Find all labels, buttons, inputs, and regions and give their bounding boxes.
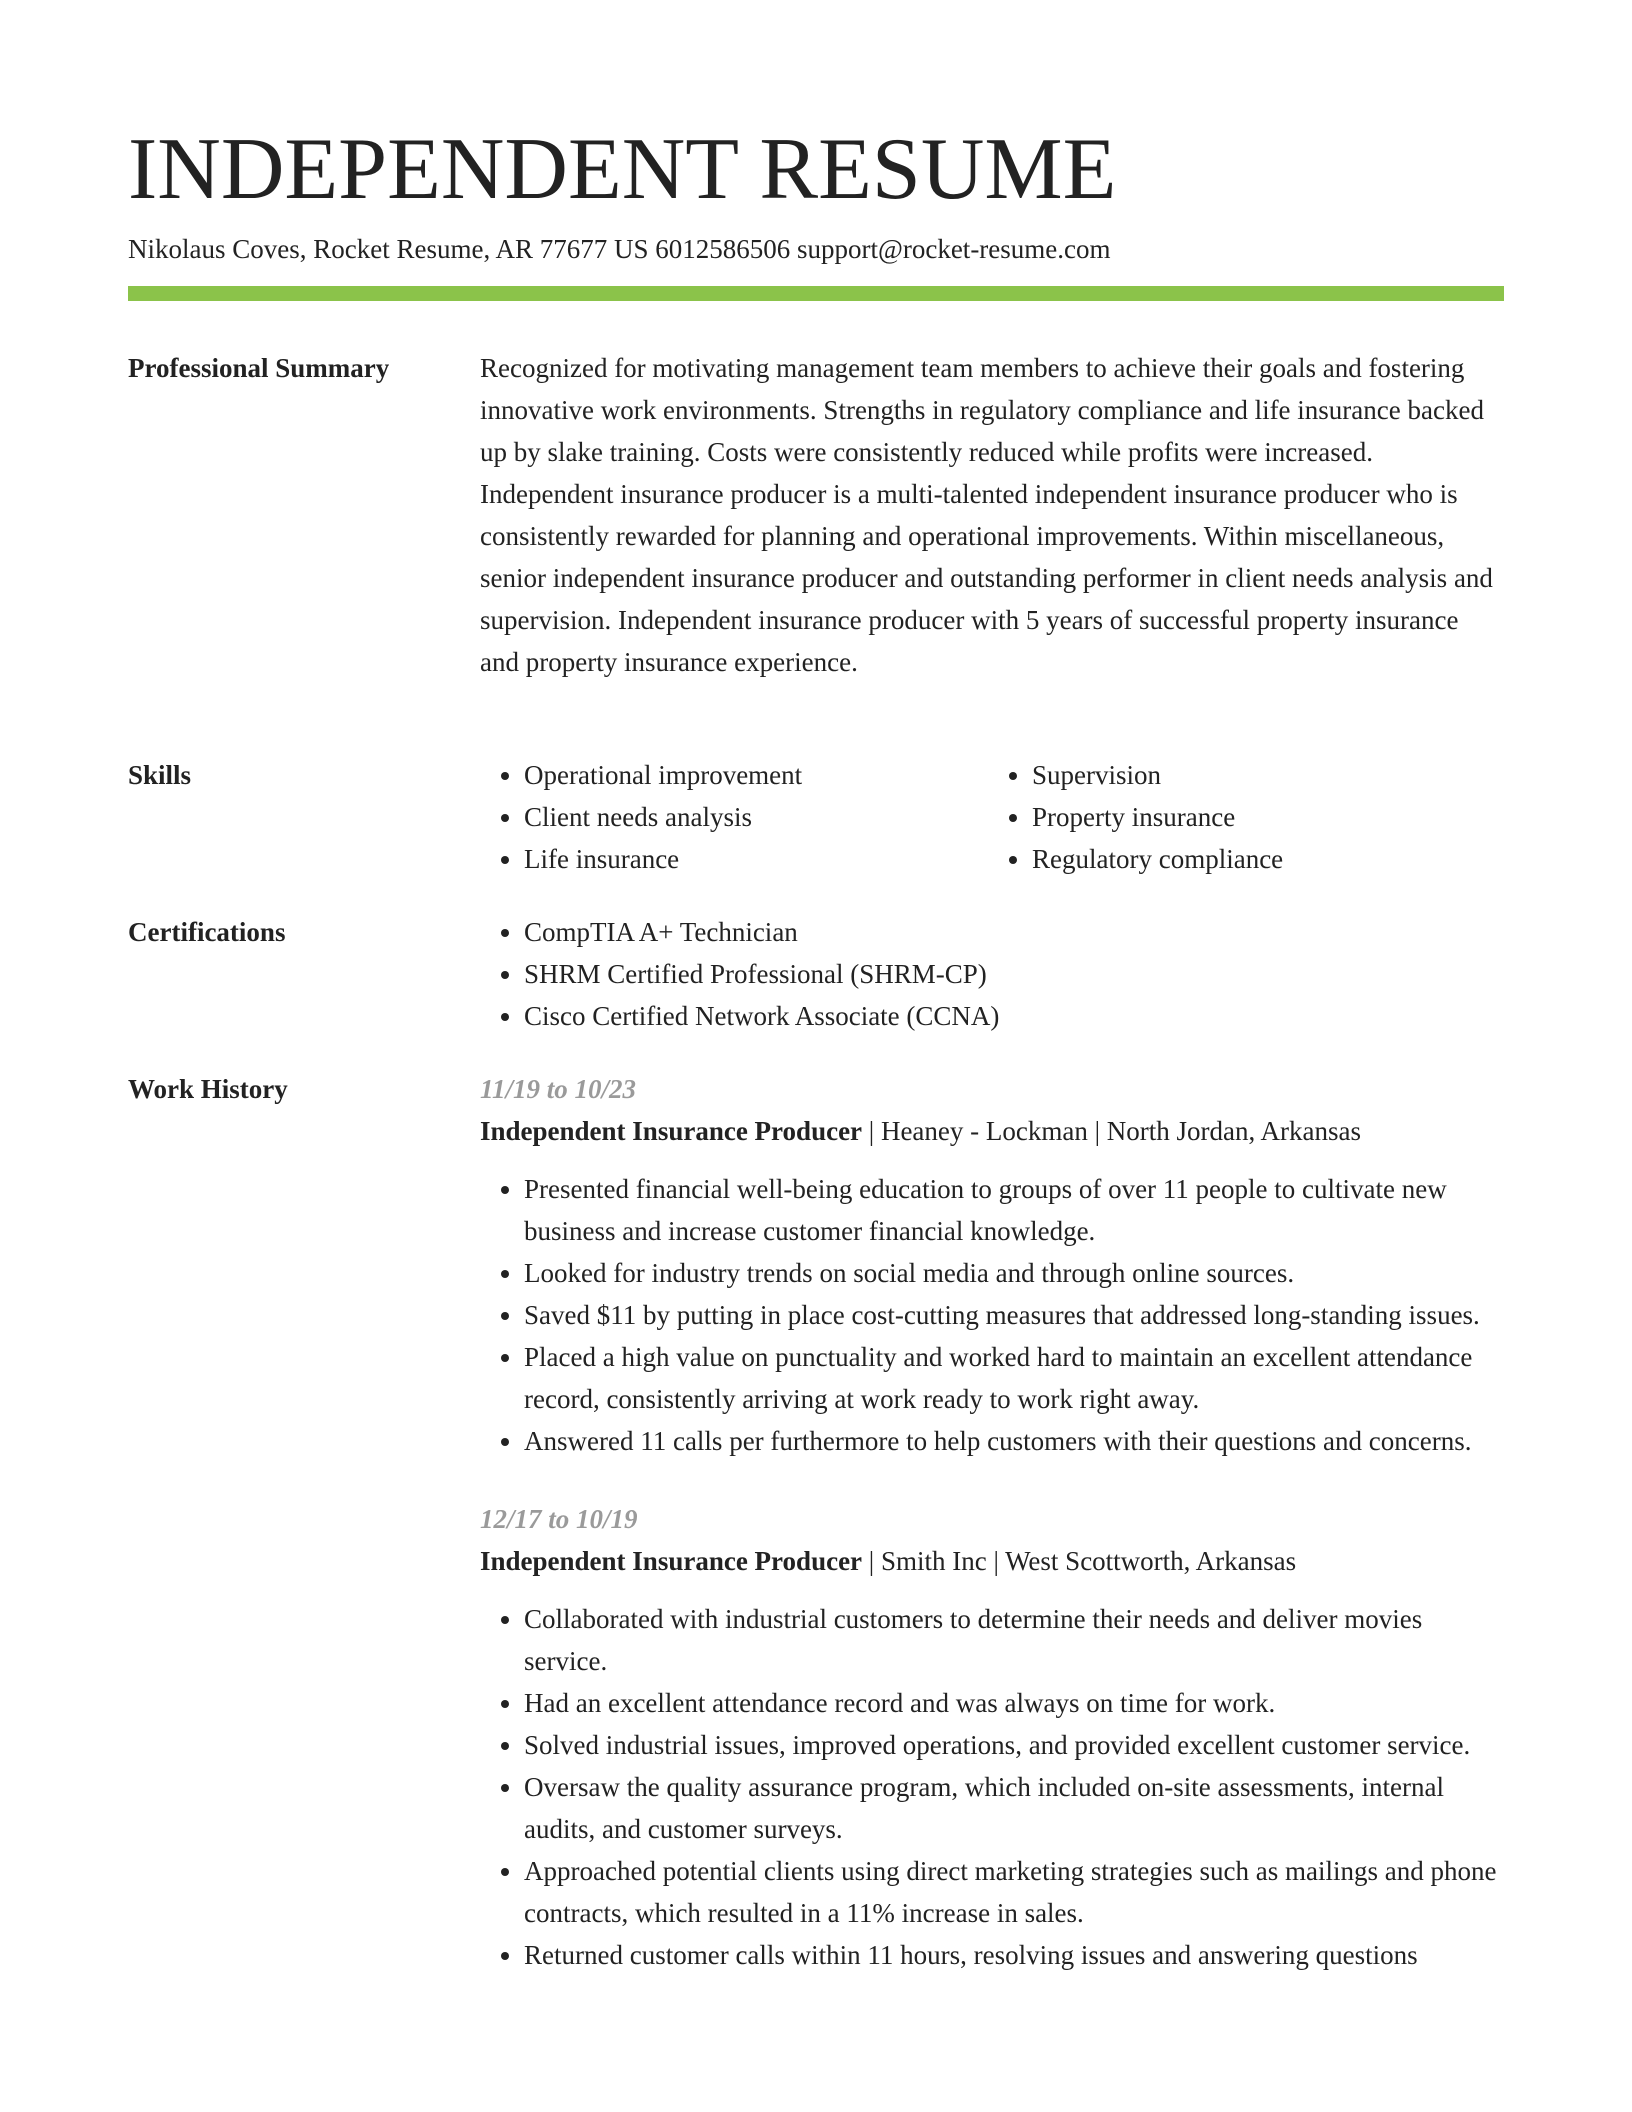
skills-body: [480, 754, 1504, 880]
job-bullet: • Had an excellent attendance record and was always on time for work.: [524, 1682, 1504, 1724]
job-bullets: [480, 1168, 1504, 1462]
job-dates: 11/19 to 10/23: [480, 1074, 637, 1104]
job-entry: [480, 1068, 1504, 1462]
certifications-list: [480, 911, 1504, 1037]
skills-heading: Skills: [128, 760, 192, 790]
job-bullet: • Saved $11 by putting in place cost-cutting measures that addressed long-standing issues.: [524, 1294, 1504, 1336]
certification-item: • CompTIA A+ Technician: [524, 911, 1504, 953]
job-heading: [480, 1110, 1504, 1152]
job-entry: [480, 1498, 1504, 1976]
certification-item: • SHRM Certified Professional (SHRM-CP): [524, 953, 1504, 995]
certifications-heading: Certifications: [128, 917, 286, 947]
job-bullet: • Approached potential clients using direct marketing strategies such as mailings and phone contracts, which resulted in a 11% increase in sales.: [524, 1850, 1504, 1934]
job-bullet: • Answered 11 calls per furthermore to help customers with their questions and concerns.: [524, 1420, 1504, 1462]
job-bullet: • Returned customer calls within 11 hours, resolving issues and answering questions: [524, 1934, 1504, 1976]
job-bullet: • Oversaw the quality assurance program, which included on-site assessments, internal audits, and customer surveys.: [524, 1766, 1504, 1850]
work-history-heading: Work History: [128, 1074, 288, 1104]
resume-title: INDEPENDENT RESUME: [128, 121, 1117, 218]
contact-line: Nikolaus Coves, Rocket Resume, AR 77677 US 6012586506 support@rocket-resume.com: [128, 234, 1111, 264]
summary-text: Recognized for motivating management team members to achieve their goals and fostering innovative work environments. Strengths in regulatory compliance and life insurance backed up by slake training. Costs were consistently reduced while profits were increased. Independent insurance producer is a multi-talented independent insurance producer who is consistently rewarded for planning and operational improvements. Within miscellaneous, senior independent insurance producer and outstanding performer in client needs analysis and supervision. Independent insurance producer with 5 years of successful property insurance and property insurance experience.: [480, 353, 1493, 677]
job-bullets: [480, 1598, 1504, 1976]
certifications-body: [480, 911, 1504, 1037]
summary-heading: Professional Summary: [128, 353, 390, 383]
job-title: Independent Insurance Producer: [480, 1116, 863, 1146]
job-bullet: • Placed a high value on punctuality and worked hard to maintain an excellent attendance record, consistently arriving at work ready to work right away.: [524, 1336, 1504, 1420]
job-title: Independent Insurance Producer: [480, 1546, 863, 1576]
summary-body: [480, 347, 1504, 683]
skills-list-left: [480, 754, 984, 880]
skill-item: • Regulatory compliance: [1032, 838, 1492, 880]
skills-columns: [480, 754, 1504, 880]
skill-item: • Operational improvement: [524, 754, 984, 796]
job-bullet: • Presented financial well-being education to groups of over 11 people to cultivate new business and increase customer financial knowledge.: [524, 1168, 1504, 1252]
skill-item: • Supervision: [1032, 754, 1492, 796]
skill-item: • Property insurance: [1032, 796, 1492, 838]
job-details: | Heaney - Lockman | North Jordan, Arkansas: [862, 1116, 1361, 1146]
job-heading: [480, 1540, 1504, 1582]
skill-item: • Client needs analysis: [524, 796, 984, 838]
certification-item: • Cisco Certified Network Associate (CCNA): [524, 995, 1504, 1037]
job-bullet: • Looked for industry trends on social media and through online sources.: [524, 1252, 1504, 1294]
skills-list-right: [984, 754, 1492, 880]
work-history-body: [480, 1068, 1504, 1976]
accent-divider: [128, 286, 1504, 301]
job-bullet: • Collaborated with industrial customers to determine their needs and deliver movies service.: [524, 1598, 1504, 1682]
job-details: | Smith Inc | West Scottworth, Arkansas: [862, 1546, 1297, 1576]
job-dates: 12/17 to 10/19: [480, 1504, 638, 1534]
skill-item: • Life insurance: [524, 838, 984, 880]
job-bullet: • Solved industrial issues, improved operations, and provided excellent customer service.: [524, 1724, 1504, 1766]
